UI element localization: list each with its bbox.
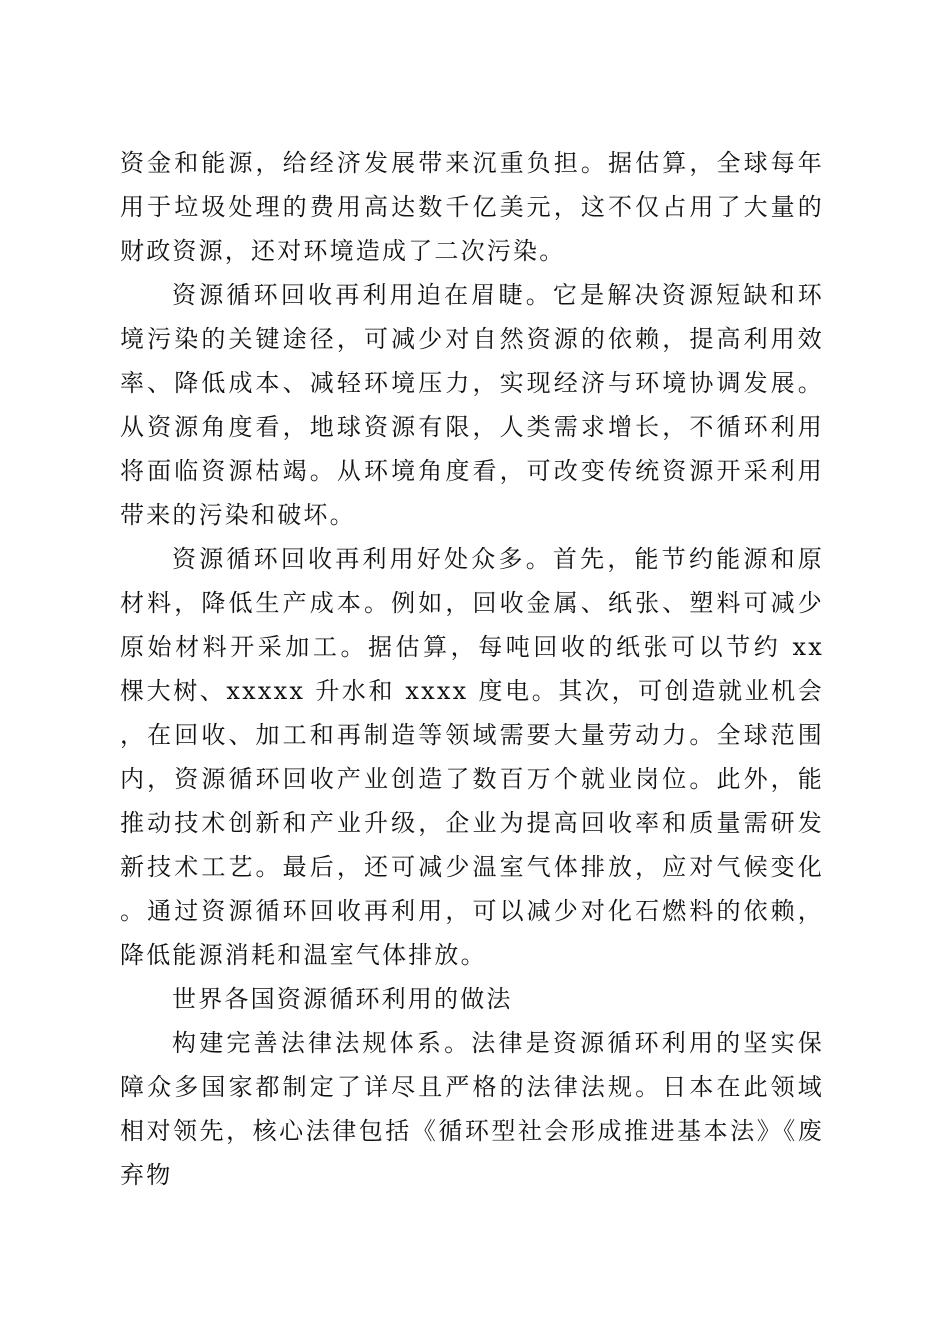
document-body [120, 141, 824, 1197]
paragraph-urgency: 资源循环回收再利用迫在眉睫。它是解决资源短缺和环境污染的关键途径，可减少对自然资源的依赖，提高利用效率、降低成本、减轻环境压力，实现经济与环境协调发展。从资源角度看，地球资源有限，人类需求增长，不循环利用将面临资源枯竭。从环境角度看，可改变传统资源开采利用带来的污染和破坏。 [120, 281, 824, 529]
section-heading-world-practices: 世界各国资源循环利用的做法 [172, 985, 513, 1013]
paragraph-benefits: 资源循环回收再利用好处众多。首先，能节约能源和原材料，降低生产成本。例如，回收金属、纸张、塑料可减少原始材料开采加工。据估算，每吨回收的纸张可以节约 xx 棵大树、xxxxx 升水和 xxxx 度电。其次，可创造就业机会，在回收、加工和再制造等领域需要大量劳动力。全球范围内，资源循环回收产业创造了数百万个就业岗位。此外，能推动技术创新和产业升级，企业为提高回收率和质量需研发新技术工艺。最后，还可减少温室气体排放，应对气候变化。通过资源循环回收再利用，可以减少对化石燃料的依赖，降低能源消耗和温室气体排放。 [120, 545, 824, 969]
paragraph-waste-cost: 资金和能源，给经济发展带来沉重负担。据估算，全球每年用于垃圾处理的费用高达数千亿美元，这不仅占用了大量的财政资源，还对环境造成了二次污染。 [120, 149, 824, 265]
paragraph-legal-framework: 构建完善法律法规体系。法律是资源循环利用的坚实保障众多国家都制定了详尽且严格的法律法规。日本在此领域相对领先，核心法律包括《循环型社会形成推进基本法》《废弃物 [120, 1029, 824, 1189]
